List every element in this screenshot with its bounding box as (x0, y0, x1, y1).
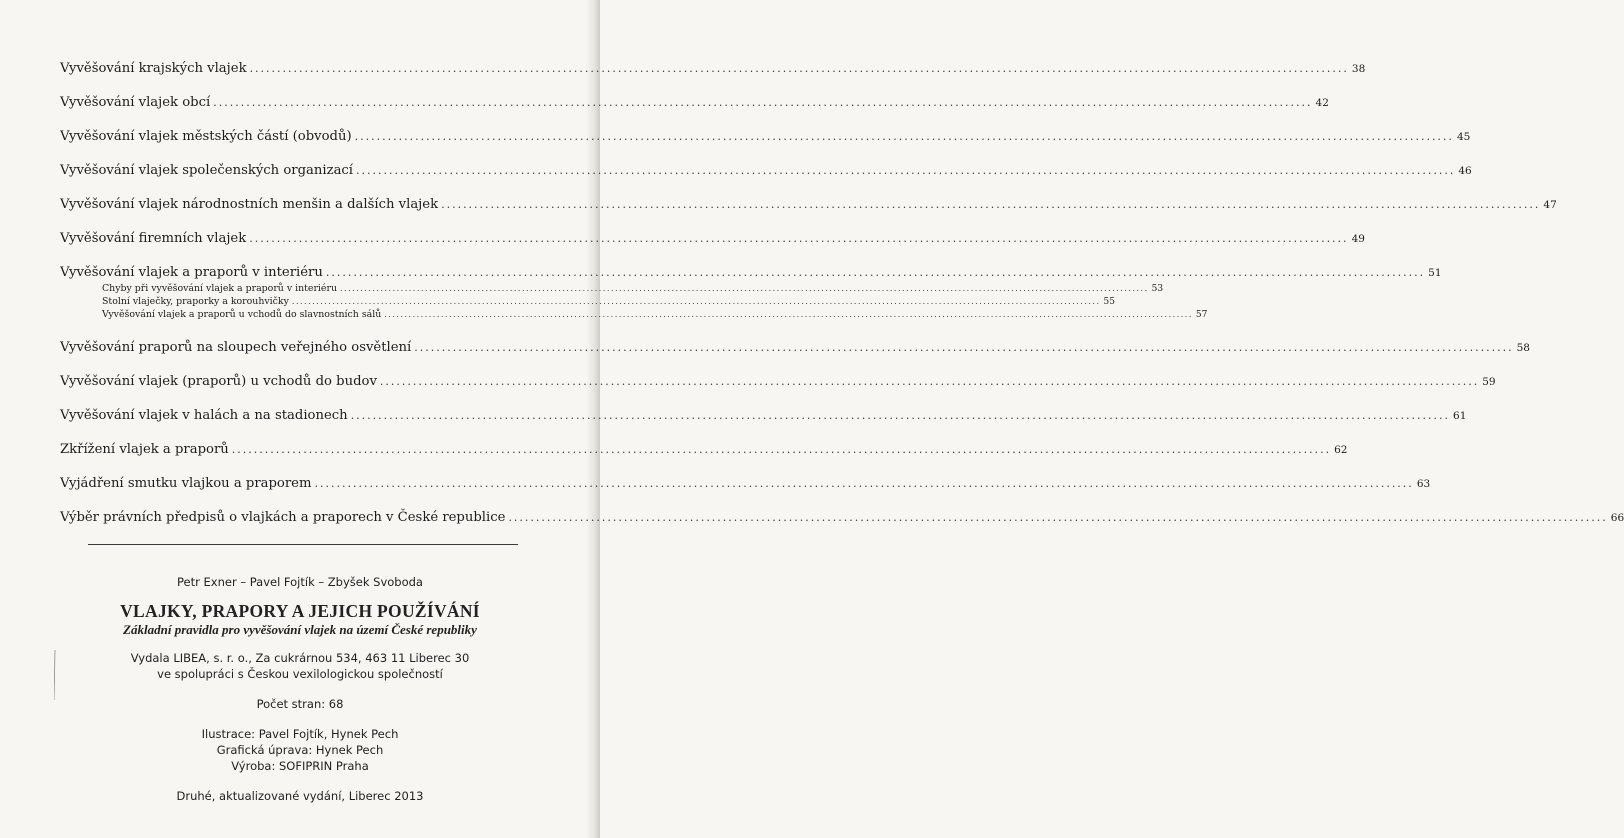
toc-item-page-number: 61 (1453, 410, 1467, 422)
publisher-cooperation: ve spolupráci s Českou vexilologickou společností (157, 667, 443, 681)
toc-item-page-number: 66 (1610, 512, 1624, 524)
toc-entry (60, 433, 1348, 467)
toc-item-page-number: 47 (1543, 199, 1557, 211)
toc-item-title: Vyvěšování vlajek městských částí (obvodů) (60, 129, 352, 144)
toc-item-title: Vyvěšování firemních vlajek (60, 231, 247, 246)
toc-entry (60, 365, 1496, 399)
leader-dots: ........................................................................................................................................................................................................ (213, 96, 1313, 109)
toc-item-page-number: 49 (1351, 233, 1365, 245)
toc-subitem-title: Stolní vlaječky, praporky a korouhvičky (102, 296, 289, 307)
leader-dots: ........................................................................................................................................................................................................ (379, 375, 1480, 388)
leader-dots: ........................................................................................................................................................................................................ (249, 232, 1349, 245)
toc-item-title: Vyvěšování vlajek v halách a na stadionech (60, 408, 348, 423)
toc-entry (60, 467, 1431, 501)
toc-entry (60, 52, 1366, 86)
leader-dots: ........................................................................................................................................................................................................ (340, 284, 1149, 293)
toc-subitem-title: Vyvěšování vlajek a praporů u vchodů do slavnostních sálů (102, 309, 382, 320)
toc-item-title: Vyvěšování vlajek obcí (60, 95, 211, 110)
toc-item-title: Výběr právních předpisů o vlajkách a praporech v České republice (60, 510, 506, 525)
section-divider (88, 544, 518, 545)
edition: Druhé, aktualizované vydání, Liberec 2013 (176, 789, 424, 803)
toc-item-title: Zkřížení vlajek a praporů (60, 442, 229, 457)
toc-item (60, 52, 1366, 86)
leader-dots: ........................................................................................................................................................................................................ (325, 266, 1426, 279)
publisher-line: Vydala LIBEA, s. r. o., Za cukrárnou 534, 463 11 Liberec 30 (130, 651, 470, 665)
toc-entry (60, 222, 1365, 256)
toc-item (60, 222, 1365, 256)
leader-dots: ........................................................................................................................................................................................................ (231, 443, 1332, 456)
toc-entry (60, 120, 1471, 154)
toc-item-page-number: 46 (1458, 165, 1472, 177)
production-credit: Výroba: SOFIPRIN Praha (231, 759, 369, 773)
toc-entry (60, 501, 1624, 535)
leader-dots: ........................................................................................................................................................................................................ (314, 477, 1414, 490)
book-title: VLAJKY, PRAPORY A JEJICH POUŽÍVÁNÍ (120, 601, 480, 621)
toc-item-title: Vyvěšování vlajek národnostních menšin a dalších vlajek (60, 197, 439, 212)
toc-entry (60, 331, 1530, 365)
toc-item (60, 467, 1431, 501)
toc-item-page-number: 58 (1516, 342, 1530, 354)
toc-item-title: Vyvěšování krajských vlajek (60, 61, 247, 76)
toc-subitem (60, 282, 1164, 295)
toc-subitem (60, 308, 1208, 321)
toc-subentries (60, 282, 1208, 321)
book-subtitle: Základní pravidla pro vyvěšování vlajek na území České republiky (123, 622, 477, 637)
graphic-design-credit: Grafická úprava: Hynek Pech (216, 743, 384, 757)
toc-subitem (60, 295, 1115, 308)
leader-dots: ........................................................................................................................................................................................................ (249, 62, 1349, 75)
toc-entry (60, 188, 1557, 222)
leader-dots: ........................................................................................................................................................................................................ (384, 310, 1193, 319)
toc-item (60, 86, 1329, 120)
toc-item-title: Vyvěšování vlajek společenských organizací (60, 163, 354, 178)
toc-item-page-number: 45 (1456, 131, 1471, 143)
toc-item (60, 154, 1472, 188)
toc-item-title: Vyvěšování vlajek a praporů v interiéru (60, 265, 323, 280)
toc-entry (60, 154, 1472, 188)
illustrations-credit: Ilustrace: Pavel Fojtík, Hynek Pech (201, 727, 399, 741)
toc-entry (60, 86, 1329, 120)
toc-item (60, 365, 1496, 399)
toc-item-page-number: 59 (1482, 376, 1496, 388)
toc-subitem-title: Chyby při vyvěšování vlajek a praporů v interiéru (102, 283, 338, 294)
toc-item-page-number: 42 (1315, 97, 1329, 109)
leader-dots: ........................................................................................................................................................................................................ (441, 198, 1541, 211)
toc-item-title: Vyjádření smutku vlajkou a praporem (60, 476, 312, 491)
margin-pen-mark (54, 650, 56, 700)
toc-item (60, 433, 1348, 467)
toc-item (60, 501, 1624, 535)
toc-subitem-page-number: 57 (1195, 310, 1208, 320)
toc-item (60, 188, 1557, 222)
leader-dots: ........................................................................................................................................................................................................ (414, 341, 1514, 354)
table-of-contents (60, 52, 1624, 535)
toc-item-page-number: 63 (1416, 478, 1431, 490)
leader-dots: ........................................................................................................................................................................................................ (291, 297, 1101, 306)
leader-dots: ........................................................................................................................................................................................................ (356, 164, 1456, 177)
authors: Petr Exner – Pavel Fojtík – Zbyšek Svoboda (177, 575, 423, 589)
toc-item (60, 120, 1471, 154)
toc-item-page-number: 51 (1428, 267, 1442, 279)
toc-item-page-number: 62 (1334, 444, 1348, 456)
leader-dots: ........................................................................................................................................................................................................ (354, 130, 1454, 143)
toc-item (60, 331, 1530, 365)
toc-entry (60, 399, 1467, 433)
toc-item-title: Vyvěšování praporů na sloupech veřejného osvětlení (60, 340, 412, 355)
toc-entry (60, 256, 1442, 321)
toc-subitem-page-number: 53 (1151, 284, 1164, 294)
toc-item-page-number: 38 (1351, 63, 1366, 75)
toc-subitem-page-number: 55 (1103, 297, 1115, 307)
leader-dots: ........................................................................................................................................................................................................ (350, 409, 1451, 422)
page-count: Počet stran: 68 (256, 697, 344, 711)
imprint (0, 574, 600, 804)
toc-item (60, 399, 1467, 433)
leader-dots: ........................................................................................................................................................................................................ (508, 511, 1608, 524)
toc-item-title: Vyvěšování vlajek (praporů) u vchodů do budov (60, 374, 377, 389)
